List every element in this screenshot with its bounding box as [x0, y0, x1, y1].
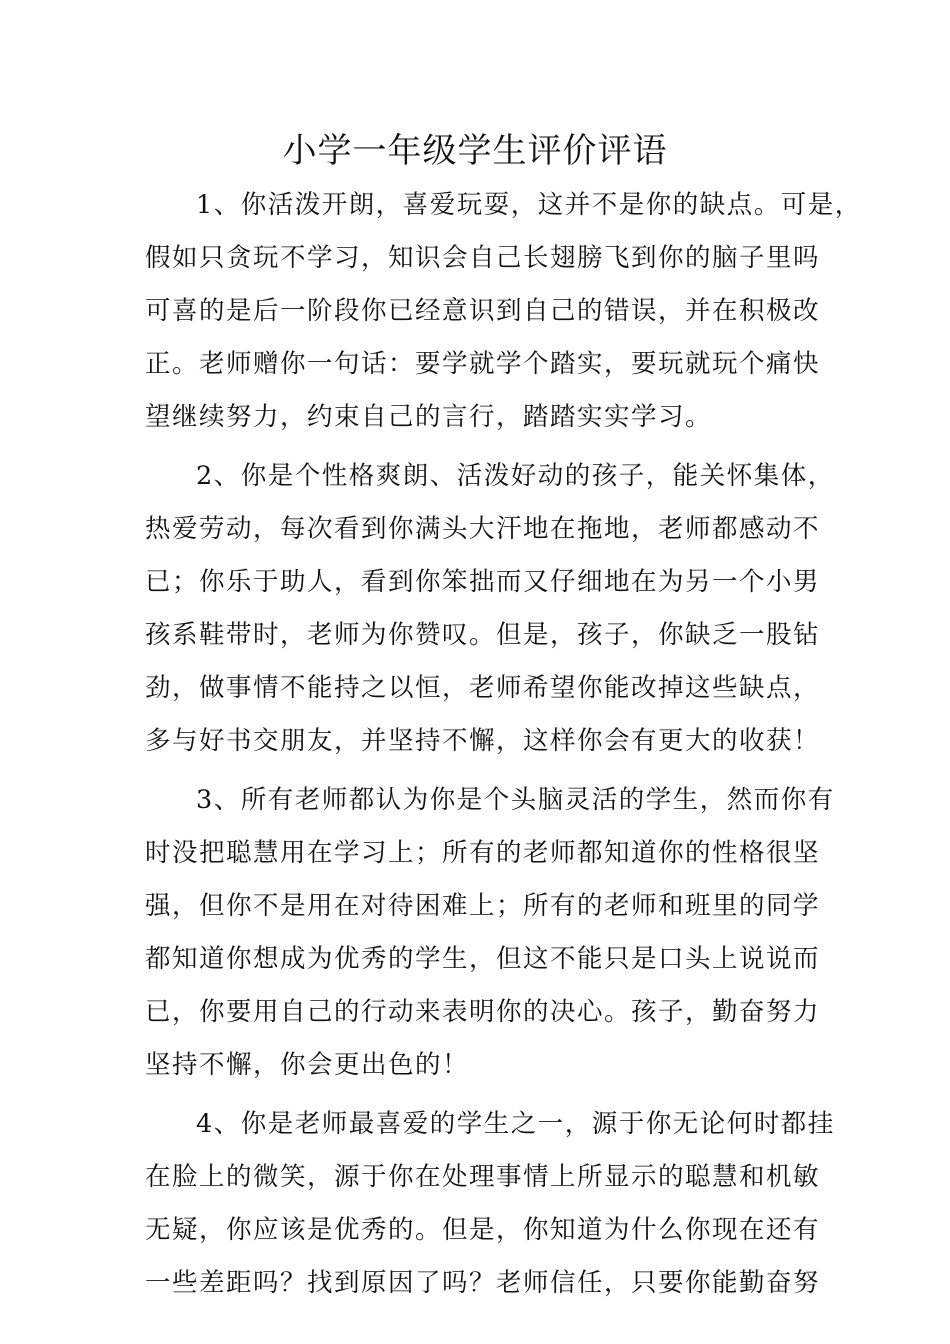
paragraph-line: 多与好书交朋友，并坚持不懈，这样你会有更大的收获！ — [145, 726, 821, 756]
paragraph-1 — [145, 179, 862, 444]
document-body — [145, 179, 862, 1310]
paragraph-4 — [145, 1098, 845, 1310]
paragraph-line: 已，你要用自己的行动来表明你的决心。孩子，勤奋努力 — [145, 997, 821, 1027]
paragraph-line: 已；你乐于助人，看到你笨拙而又仔细地在为另一个小男 — [145, 567, 821, 597]
paragraph-line: 在脸上的微笑，源于你在处理事情上所显示的聪慧和机敏 — [145, 1162, 821, 1192]
paragraph-line: 望继续努力，约束自己的言行，踏踏实实学习。 — [145, 402, 713, 432]
paragraph-line: 4、你是老师最喜爱的学生之一，源于你无论何时都挂 — [196, 1109, 835, 1139]
paragraph-2 — [145, 450, 845, 768]
paragraph-line: 坚持不懈，你会更出色的！ — [145, 1050, 470, 1080]
paragraph-line: 可喜的是后一阶段你已经意识到自己的错误，并在积极改 — [145, 296, 821, 326]
paragraph-line: 热爱劳动，每次看到你满头大汗地在拖地，老师都感动不 — [145, 514, 821, 544]
paragraph-line: 一些差距吗？找到原因了吗？老师信任，只要你能勤奋努 — [145, 1268, 821, 1298]
paragraph-line: 孩系鞋带时，老师为你赞叹。但是，孩子，你缺乏一股钻 — [145, 620, 821, 650]
paragraph-line: 假如只贪玩不学习，知识会自己长翅膀飞到你的脑子里吗 — [145, 243, 821, 273]
paragraph-3 — [145, 774, 845, 1092]
paragraph-line: 都知道你想成为优秀的学生，但这不能只是口头上说说而 — [145, 944, 821, 974]
paragraph-line: 1、你活泼开朗，喜爱玩耍，这并不是你的缺点。可是， — [196, 190, 862, 220]
paragraph-line: 正。老师赠你一句话：要学就学个踏实，要玩就玩个痛快 — [145, 349, 821, 379]
paragraph-line: 无疑，你应该是优秀的。但是，你知道为什么你现在还有 — [145, 1215, 821, 1245]
paragraph-line: 3、所有老师都认为你是个头脑灵活的学生，然而你有 — [196, 785, 835, 815]
paragraph-line: 劲，做事情不能持之以恒，老师希望你能改掉这些缺点， — [145, 673, 821, 703]
paragraph-line: 强，但你不是用在对待困难上；所有的老师和班里的同学 — [145, 891, 821, 921]
paragraph-line: 2、你是个性格爽朗、活泼好动的孩子，能关怀集体， — [196, 461, 835, 491]
paragraph-line: 时没把聪慧用在学习上；所有的老师都知道你的性格很坚 — [145, 838, 821, 868]
page-title: 小学一年级学生评价评语 — [282, 131, 668, 171]
